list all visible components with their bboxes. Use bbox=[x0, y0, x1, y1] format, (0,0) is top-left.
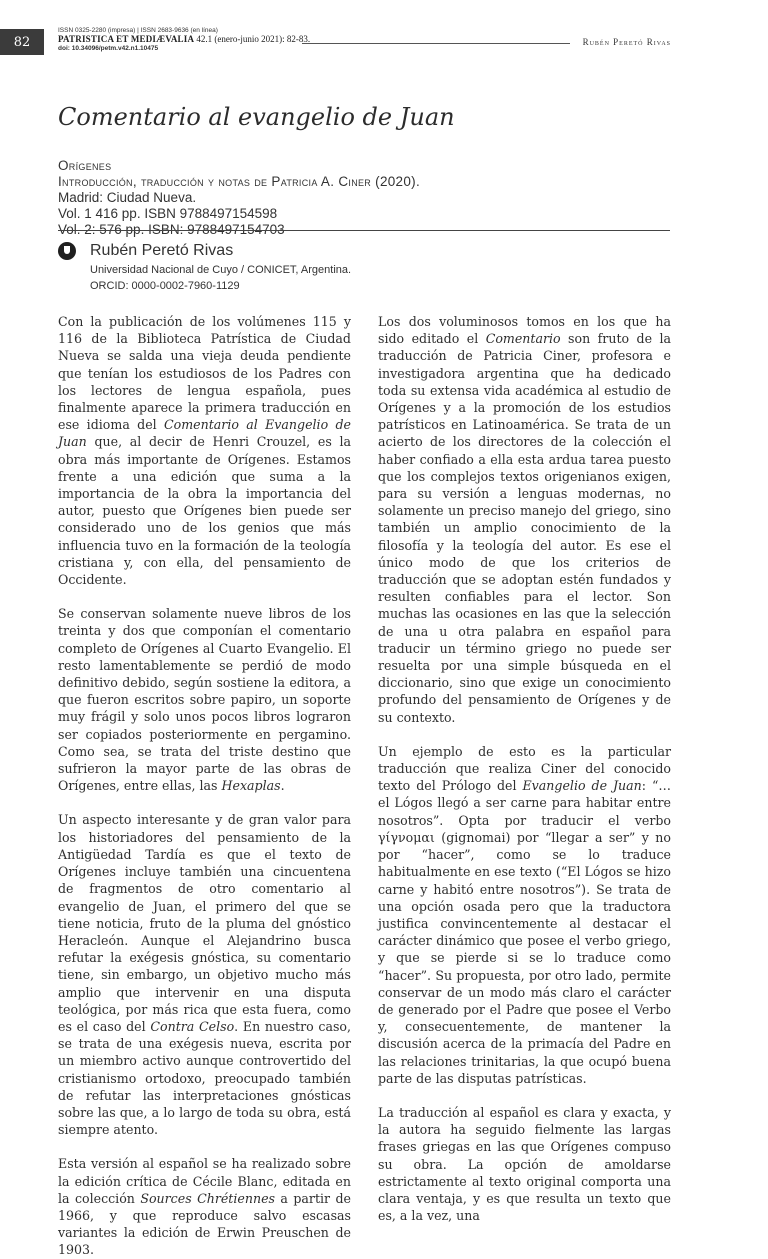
text-run: Se conservan solamente nueve libros de los treinta y dos que componían el comentario completo de Orígenes al Cuarto Evangelio. El resto lamentablemente se perdió de modo definitivo debido, según sostiene la editora, a que fueron escritos sobre papiro, un soporte muy frágil y solo unos pocos libros lograron ser copiados posteriormente en pergamino. Como sea, se trata del triste destino que sufrieron la mayor parte de las obras de Orígenes, entre ellas, las bbox=[58, 606, 351, 794]
text-run: a partir de 1966, y que reproduce salvo escasas variantes la edición de Erwin Preuschen de 1903. bbox=[58, 1190, 351, 1258]
journal-name: PATRISTICA ET MEDIÆVALIA bbox=[58, 34, 195, 44]
paragraph bbox=[378, 1104, 671, 1224]
paragraph bbox=[58, 605, 351, 794]
book-vol1: Vol. 1 416 pp. ISBN 9788497154598 bbox=[58, 206, 278, 221]
page-number-text: 82 bbox=[13, 34, 31, 50]
journal-issue: 42.1 (enero-junio 2021): 82-83. bbox=[194, 34, 311, 44]
italic-text: Sources Chrétiennes bbox=[140, 1190, 275, 1206]
doi-link[interactable]: doi: 10.34096/petm.v42.n1.10475 bbox=[58, 45, 159, 52]
reviewer-affiliation-block bbox=[90, 263, 351, 294]
text-run: son fruto de la traducción de Patricia Ciner, profesora e investigadora argentina que ha dedicado toda su extensa vida académica al estudio de Orígenes y a la promoción de los estudios patrísticos en Latinoamérica. Se trata de un acierto de los directores de la colección el haber confiado a ella esta ardua tarea puesto que los complejos textos origenianos exigen, para su versión a lenguas modernas, no solamente un preciso manejo del griego, sino también un amplio conocimiento de la filosofía y la teología del autor. Es ese el único modo de que los criterios de traducción que se adoptan estén fundados y resulten confiables para el lector. Son muchas las ocasiones en las que la selección de una u otra palabra en español para traducir un término griego no puede ser resuelta por una simple búsqueda en el diccionario, sino que exige un conocimiento profundo del pensamiento de Orígenes y de su contexto. bbox=[378, 331, 672, 725]
paragraph bbox=[378, 313, 671, 726]
header-rule bbox=[302, 43, 570, 44]
paragraph bbox=[58, 313, 351, 588]
text-run: Con la publicación de los volúmenes 115 y 116 de la Biblioteca Patrística de Ciudad Nueva se salda una vieja deuda pendiente que tenían los estudiosos de los Padres con los lectores de lengua española, pues finalmente aparece la primera traducción en ese idioma del bbox=[58, 314, 351, 433]
running-head: Rubén Peretó Rivas bbox=[582, 37, 671, 47]
page-number bbox=[0, 29, 44, 55]
text-run: que, al decir de Henri Crouzel, es la obra más importante de Orígenes. Estamos frente a una edición que suma a la importancia de la obra la importancia del autor, puesto que Orígenes bien puede ser considerado uno de los genios que más influencia tuvo en la formación de la teología cristiana y, con ella, del pensamiento de Occidente. bbox=[58, 434, 351, 588]
book-intro: Introducción, traducción y notas de Patricia A. Ciner (2020). bbox=[58, 174, 421, 189]
paragraph bbox=[378, 743, 671, 1087]
text-run: Un aspecto interesante y de gran valor para los historiadores del pensamiento de la Antigüedad Tardía es que el texto de Orígenes incluye también una cincuentena de fragmentos de otro comentario al evangelio de Juan, el primero del que se tiene noticia, fruto de la pluma del gnóstico Heracleón. Aunque el Alejandrino busca refutar la exégesis gnóstica, su comentario tiene, sin embargo, un objetivo mucho más amplio que intervenir en una disputa teológica, por más rica que esta fuera, como es el caso del bbox=[58, 812, 351, 1034]
journal-line bbox=[58, 35, 310, 44]
journal-meta bbox=[58, 26, 310, 53]
italic-text: Contra Celso bbox=[150, 1018, 235, 1034]
italic-text: Hexaplas bbox=[221, 778, 281, 794]
italic-text: Comentario bbox=[485, 331, 561, 347]
right-column bbox=[378, 313, 671, 1224]
orcid-icon[interactable] bbox=[58, 242, 76, 260]
text-run: La traducción al español es clara y exacta, y la autora ha seguido fielmente las largas frases griegas en las que Orígenes compuso su obra. La opción de amoldarse estrictamente al texto original comporta una clara ventaja, y es que resulta un texto que es, a la vez, una bbox=[378, 1104, 671, 1224]
section-divider bbox=[58, 230, 670, 231]
text-run: . En nuestro caso, se trata de una exégesis nueva, escrita por un miembro activo aunque controvertido del cristianismo ortodoxo, preocupado también de refutar las interpretaciones gnósticas sobre las que, a lo largo de toda su obra, está siempre atento. bbox=[58, 1018, 352, 1138]
book-author: Orígenes bbox=[58, 158, 112, 173]
text-run: Un ejemplo de esto es la particular traducción que realiza Ciner del conocido texto del Prólogo del bbox=[378, 743, 671, 794]
text-run: Los dos voluminosos tomos en los que ha sido editado el bbox=[378, 314, 671, 347]
paragraph bbox=[58, 1155, 351, 1258]
text-run: . bbox=[280, 778, 285, 794]
text-run: : “… el Lógos llegó a ser carne para habitar entre nosotros”. Opta por traducir el verbo γίγνομαι (gignomai) por “llegar a ser” y no por “hacer”, como se lo traduce habitualmente en ese texto (“El Lógos se hizo carne y habitó entre nosotros”). Se trata de una opción osada pero que la traductora justifica convincentemente al destacar el carácter dinámico que posee el verbo griego, y que se pierde si se lo traduce como “hacer”. Su propuesta, por otro lado, permite conservar de un modo más claro el carácter de generado por el Padre que posee el Verbo y, consecuentemente, de mantener la discusión acerca de la primacía del Padre en las relaciones trinitarias, la que ocupó buena parte de las disputas patrísticas. bbox=[378, 778, 671, 1086]
paragraph bbox=[58, 811, 351, 1138]
reviewer-orcid[interactable]: ORCID: 0000-0002-7960-1129 bbox=[90, 279, 240, 292]
reviewer-affiliation: Universidad Nacional de Cuyo / CONICET, Argentina. bbox=[90, 264, 352, 276]
reviewer-name: Rubén Peretó Rivas bbox=[90, 242, 234, 259]
text-run: Esta versión al español se ha realizado sobre la edición crítica de Cécile Blanc, editada en la colección bbox=[58, 1156, 351, 1206]
italic-text: Evangelio de Juan bbox=[522, 778, 642, 794]
book-vol2: Vol. 2: 576 pp. ISBN: 9788497154703 bbox=[58, 222, 285, 237]
italic-text: Comentario al Evangelio de Juan bbox=[58, 417, 351, 450]
bibliographic-info bbox=[58, 158, 420, 238]
issn-line: ISSN 0325-2280 (impresa) | ISSN 2683-9636 (en línea) bbox=[58, 27, 218, 34]
review-title: Comentario al evangelio de Juan bbox=[58, 103, 455, 131]
left-column bbox=[58, 313, 351, 1259]
book-place: Madrid: Ciudad Nueva. bbox=[58, 190, 197, 205]
